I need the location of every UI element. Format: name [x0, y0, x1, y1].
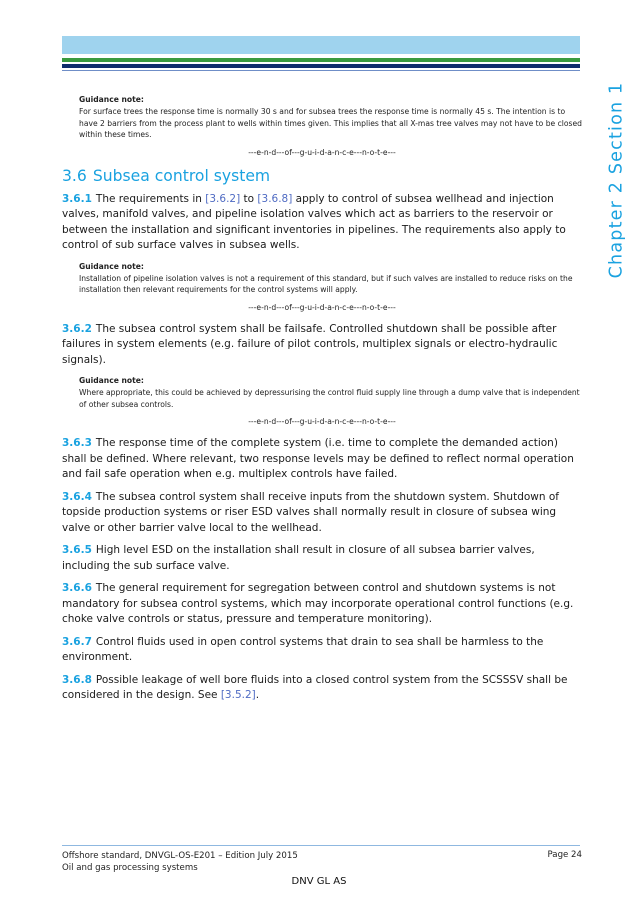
guidance-note — [62, 375, 582, 410]
page-number: Page 24 — [547, 850, 582, 860]
paragraph-number: 3.6.1 — [62, 192, 92, 205]
paragraph-text: The response time of the complete system (i.e. time to complete the demanded action) shall be defined. Where relevant, two response levels may be defined to reflect normal operation and fail safe operation when e.g. multiplex controls have failed. — [62, 437, 574, 480]
paragraph-3-6-4 — [62, 490, 582, 537]
paragraph-3-6-2 — [62, 322, 582, 369]
paragraph-number: 3.6.6 — [62, 582, 92, 594]
chapter-section-label: Chapter 2 Section 1 — [606, 81, 626, 279]
guidance-note-label: Guidance note: — [79, 95, 144, 104]
guidance-note — [62, 261, 582, 296]
guidance-note-end: ---e-n-d---of---g-u-i-d-a-n-c-e---n-o-t-e--- — [248, 302, 396, 312]
section-heading — [62, 167, 582, 185]
paragraph-text: to — [240, 192, 258, 205]
guidance-note-label: Guidance note: — [79, 376, 144, 385]
paragraph-number: 3.6.8 — [62, 673, 92, 686]
header-band-blue — [62, 36, 580, 54]
paragraph-3-6-5 — [62, 543, 582, 574]
guidance-note-text: For surface trees the response time is normally 30 s and for subsea trees the response time is normally 45 s. The intention is to have 2 barriers from the process plant to wells within times given. This implies that all X-mas tree valves may not have to be closed within these times. — [79, 107, 582, 139]
guidance-note-end: ---e-n-d---of---g-u-i-d-a-n-c-e---n-o-t-e--- — [248, 147, 396, 157]
paragraph-text: apply to control of subsea wellhead and injection valves, manifold valves, and pipeline isolation valves which act as barriers to the reservoir or between the installation and significant inventories in pipelines. The requirements also apply to control of sub surface valves in subsea wells. — [62, 192, 566, 251]
paragraph-text: High level ESD on the installation shall result in closure of all subsea barrier valves, including the sub surface valve. — [62, 544, 535, 572]
header-band-navy — [62, 64, 580, 68]
paragraph-text: Control fluids used in open control systems that drain to sea shall be harmless to the environment. — [62, 635, 544, 663]
paragraph-number: 3.6.7 — [62, 635, 92, 648]
guidance-note-end: ---e-n-d---of---g-u-i-d-a-n-c-e---n-o-t-e--- — [248, 417, 396, 426]
footer-document-info — [62, 850, 298, 874]
paragraph-number: 3.6.4 — [62, 490, 92, 503]
cross-reference-link[interactable]: [3.5.2] — [220, 689, 256, 701]
paragraph-text: The general requirement for segregation between control and shutdown systems is not mandatory for subsea control systems, which may incorporate operational control functions (e.g. choke valve controls or status, pressure and temperature monitoring). — [62, 582, 574, 625]
footer-subtitle: Oil and gas processing systems — [62, 863, 198, 873]
company-name: DNV GL AS — [291, 876, 347, 887]
header-band-line — [62, 70, 580, 71]
paragraph-text: The subsea control system shall be failsafe. Controlled shutdown shall be possible after failures in system elements (e.g. failure of pilot controls, multiplex signals or electro-hydraulic signals). — [62, 322, 558, 366]
section-title: Subsea control system — [92, 166, 271, 185]
header-band-green — [62, 58, 580, 62]
paragraph-3-6-1 — [62, 192, 582, 254]
chapter-section-tab — [602, 81, 630, 279]
paragraph-text: The requirements in — [95, 192, 206, 205]
paragraph-text: . — [255, 689, 260, 701]
cross-reference-link[interactable]: [3.6.8] — [257, 192, 293, 205]
paragraph-text: Possible leakage of well bore fluids into a closed control system from the SCSSSV shall be considered in the design. See — [62, 673, 568, 701]
page-content — [62, 94, 582, 711]
paragraph-number: 3.6.3 — [62, 437, 92, 449]
paragraph-number: 3.6.2 — [62, 322, 92, 335]
paragraph-3-6-6 — [62, 581, 582, 628]
paragraph-3-6-7 — [62, 635, 582, 666]
guidance-note-label: Guidance note: — [79, 261, 144, 271]
paragraph-3-6-3 — [62, 436, 582, 483]
guidance-note-text: Installation of pipeline isolation valves is not a requirement of this standard, but if such valves are installed to reduce risks on the installation then relevant requirements for the control systems will apply. — [79, 273, 573, 294]
paragraph-text: The subsea control system shall receive inputs from the shutdown system. Shutdown of topside production systems or riser ESD valves shall normally result in closure of subsea wing valve or other barrier valve local to the wellhead. — [62, 490, 559, 534]
guidance-note — [62, 94, 582, 141]
paragraph-3-6-8 — [62, 673, 582, 704]
footer-divider — [62, 845, 580, 846]
footer-standard: Offshore standard, DNVGL-OS-E201 – Edition July 2015 — [62, 851, 298, 861]
paragraph-number: 3.6.5 — [62, 544, 92, 556]
guidance-note-text: Where appropriate, this could be achieved by depressurising the control fluid supply line through a dump valve that is independent of other subsea controls. — [79, 388, 580, 409]
cross-reference-link[interactable]: [3.6.2] — [205, 192, 241, 205]
section-number: 3.6 — [62, 166, 87, 185]
